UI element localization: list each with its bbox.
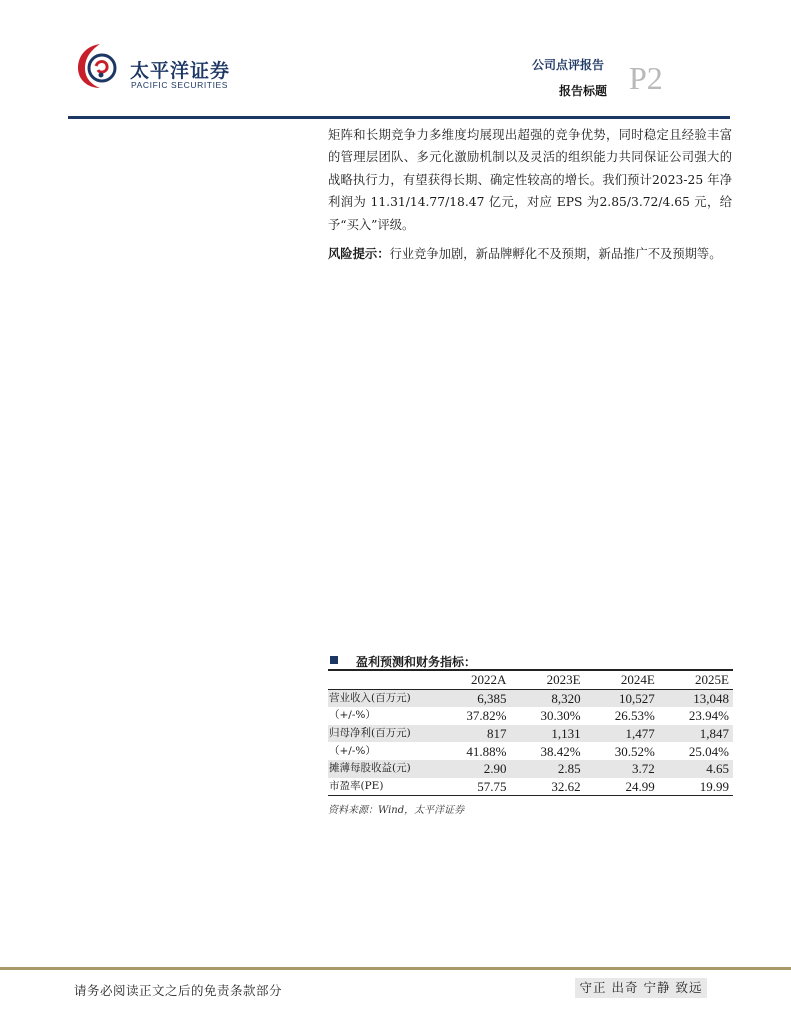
table-row [328,778,733,796]
table-row [328,742,733,760]
footer-divider [0,967,791,970]
table-row [328,760,733,778]
table-cell: 23.94% [688,708,729,724]
header-divider [68,116,730,119]
square-bullet-icon [330,656,338,664]
table-cell: 19.99 [659,778,733,796]
table-title: 盈利预测和财务指标： [356,655,477,669]
table-cell: 24.99 [585,778,659,796]
table-year-header: 2023E [510,671,584,689]
table-year-header: 2022A [436,671,510,689]
table-year-header: 2025E [659,671,733,689]
risk-text: 行业竞争加剧，新品牌孵化不及预期，新品推广不及预期等。 [389,247,722,261]
table-cell: 4.65 [659,760,733,778]
table-row-label: 市盈率(PE) [328,778,436,796]
table-cell: 1,847 [659,725,733,743]
table-row-label: （+/-%） [329,709,376,722]
table-cell: 38.42% [540,743,581,759]
company-motto: 守正 出奇 宁静 致远 [575,978,707,998]
table-cell: 57.75 [436,778,510,796]
table-cell: 8,320 [510,689,584,707]
pacific-securities-logo [76,42,118,90]
table-cell: 26.53% [614,708,655,724]
table-row-label: 营业收入(百万元) [328,689,436,707]
table-cell: 2.85 [510,760,584,778]
risk-paragraph [328,243,732,265]
table-row [328,725,733,743]
financial-forecast-table [328,671,733,796]
table-cell: 817 [436,725,510,743]
table-cell: 25.04% [688,743,729,759]
table-row-label: （+/-%） [329,744,376,757]
table-row [328,689,733,707]
brand-name-cn: 太平洋证券 [130,60,231,82]
table-cell: 1,131 [510,725,584,743]
table-cell: 2.90 [436,760,510,778]
table-cell: 10,527 [585,689,659,707]
table-cell: 30.30% [540,708,581,724]
report-title: 报告标题 [559,84,608,98]
table-title-row [328,653,733,669]
table-row-label: 摊薄每股收益(元) [328,760,436,778]
table-cell: 13,048 [659,689,733,707]
table-header-row [328,671,733,689]
table-cell: 37.82% [466,708,507,724]
table-cell: 1,477 [585,725,659,743]
table-cell: 30.52% [614,743,655,759]
table-cell: 6,385 [436,689,510,707]
table-cell: 32.62 [510,778,584,796]
disclaimer-note: 请务必阅读正文之后的免责条款部分 [74,983,283,998]
table-corner-cell [328,671,436,689]
brand-name-en: PACIFIC SECURITIES [131,80,229,90]
table-year-header: 2024E [585,671,659,689]
analysis-paragraph: 矩阵和长期竞争力多维度均展现出超强的竞争优势，同时稳定且经验丰富的管理层团队、多元化激励机制以及灵活的组织能力共同保证公司强大的战略执行力，有望获得长期、确定性较高的增长。我们预计2023-25 年净利润为 11.31/14.77/18.47 亿元，对应 EPS 为2.85/3.72/4.65 元，给予“买入”评级。 [328,128,732,232]
report-type: 公司点评报告 [532,58,605,72]
table-source: 资料来源：Wind，太平洋证券 [328,805,465,816]
risk-label: 风险提示： [328,246,390,261]
table-row [328,707,733,725]
table-row-label: 归母净利(百万元) [328,725,436,743]
page-number: P2 [629,60,663,96]
table-cell: 41.88% [466,743,507,759]
table-cell: 3.72 [585,760,659,778]
